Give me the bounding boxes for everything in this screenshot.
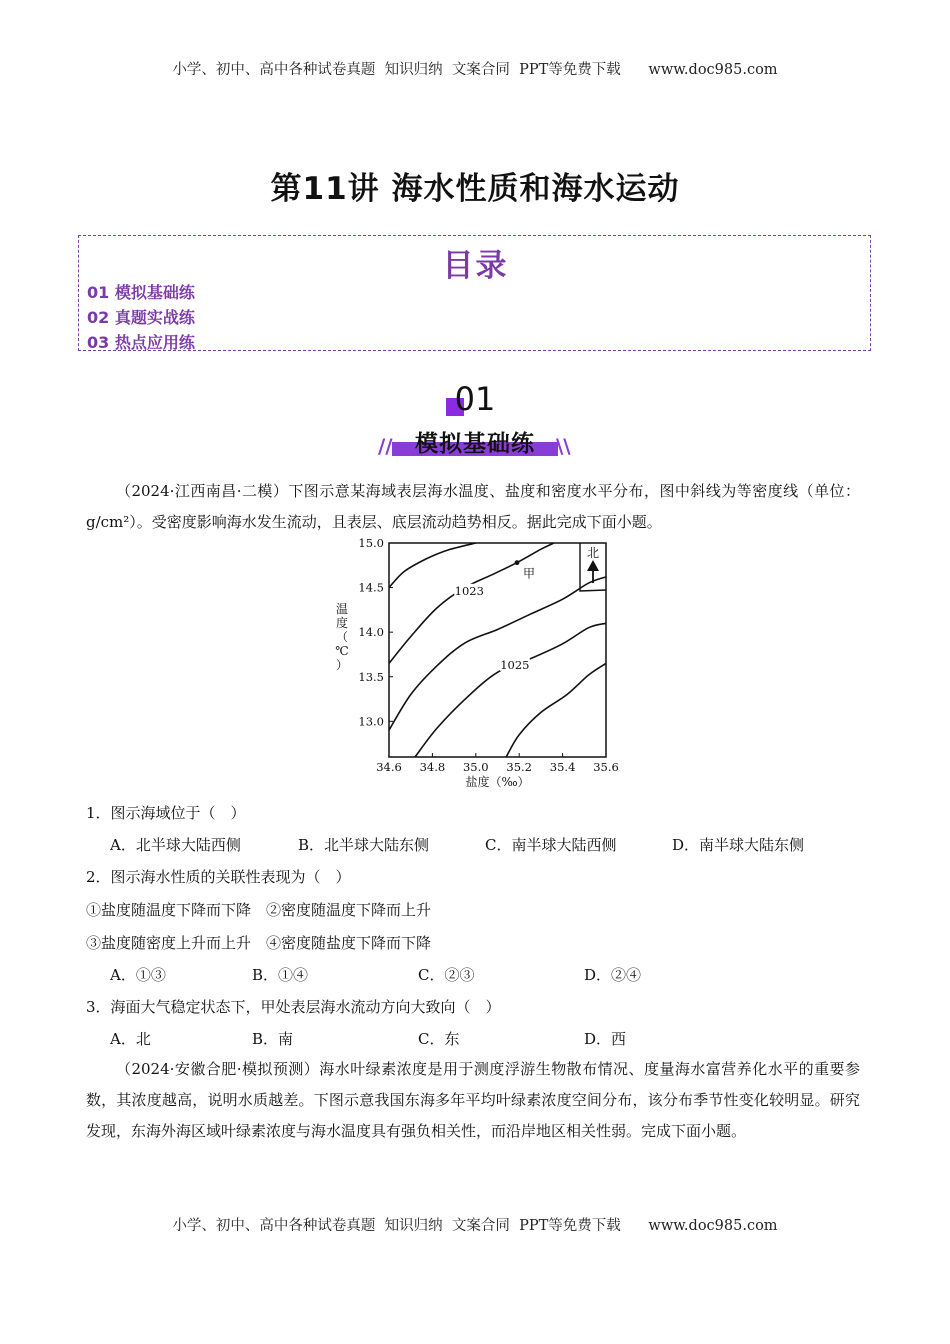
y-axis-label: ℃ xyxy=(335,644,349,658)
contour-label: 1025 xyxy=(500,657,530,672)
q3-option-b[interactable]: B．南 xyxy=(252,1030,294,1048)
x-tick-label: 35.6 xyxy=(593,760,619,774)
y-tick-label: 15.0 xyxy=(358,536,384,550)
isopycnal-1023-line xyxy=(389,543,554,663)
passage-2: （2024·安徽合肥·模拟预测）海水叶绿素浓度是用于测度浮游生物散布情况、度量海水富营养化水平的重要参数，其浓度越高，说明水质越差。下图示意我国东海多年平均叶绿素浓度空间分布，该分布季节性变化较明显。研究发现，东海外海区域叶绿素浓度与海水温度具有强负相关性，而沿岸地区相关性弱。完成下面小题。 xyxy=(86,1060,860,1140)
q2-statement-1: ①盐度随温度下降而下降 ②密度随温度下降而上升 xyxy=(86,901,432,919)
q1-option-a[interactable]: A．北半球大陆西侧 xyxy=(110,836,241,854)
x-axis-label: 盐度（‰） xyxy=(465,775,530,789)
point-jia-marker xyxy=(515,560,520,565)
plot-frame xyxy=(389,543,606,757)
page-header: 小学、初中、高中各种试卷真题 知识归纳 文案合同 PPT等免费下载 www.doc985.com xyxy=(172,62,778,78)
q1-option-b[interactable]: B．北半球大陆东侧 xyxy=(298,836,430,854)
isopycnal-3-line xyxy=(506,663,606,757)
y-tick-label: 14.0 xyxy=(358,625,384,640)
point-jia-label: 甲 xyxy=(523,566,536,581)
y-axis-label: 温 xyxy=(335,602,349,616)
x-tick-label: 35.0 xyxy=(462,760,489,774)
north-arrow-icon xyxy=(587,560,599,571)
y-axis-label: 度 xyxy=(335,616,349,630)
section-title: 模拟基础练 xyxy=(415,431,535,457)
page-footer: 小学、初中、高中各种试卷真题 知识归纳 文案合同 PPT等免费下载 www.doc985.com xyxy=(172,1218,778,1234)
isopycnal-2-line xyxy=(389,577,606,730)
toc-item-2[interactable]: 02 真题实战练 xyxy=(87,308,195,327)
passage-1: （2024·江西南昌·二模）下图示意某海域表层海水温度、盐度和密度水平分布，图中斜线为等密度线（单位：g/cm²）。受密度影响海水发生流动，且表层、底层流动趋势相反。据此完成下面小题。 xyxy=(86,482,860,531)
question-2-stem: 2．图示海水性质的关联性表现为（ ） xyxy=(86,868,351,886)
x-tick-label: 34.8 xyxy=(419,760,446,774)
section-number: 01 xyxy=(454,380,496,418)
q1-option-d[interactable]: D．南半球大陆东侧 xyxy=(672,836,805,854)
question-3-stem: 3．海面大气稳定状态下，甲处表层海水流动方向大致向（ ） xyxy=(86,998,501,1016)
y-axis-label: （ xyxy=(335,630,349,644)
contour-label: 1023 xyxy=(454,583,484,598)
section-slash-right: \\ xyxy=(556,434,571,458)
y-tick-label: 13.5 xyxy=(358,669,384,684)
q2-option-d[interactable]: D．②④ xyxy=(584,966,642,984)
q1-option-c[interactable]: C．南半球大陆西侧 xyxy=(485,836,617,854)
isopycnal-1-line xyxy=(389,543,476,588)
section-slash-left: // xyxy=(378,434,393,458)
q2-statement-2: ③盐度随密度上升而上升 ④密度随盐度下降而下降 xyxy=(86,934,432,952)
x-tick-label: 35.2 xyxy=(506,760,533,774)
q2-option-b[interactable]: B．①④ xyxy=(252,966,309,984)
lesson-title: 第11讲 海水性质和海水运动 xyxy=(270,171,680,207)
x-tick-label: 34.6 xyxy=(376,760,402,774)
y-tick-label: 14.5 xyxy=(358,580,384,595)
q3-option-a[interactable]: A．北 xyxy=(110,1030,151,1048)
x-tick-label: 35.4 xyxy=(549,760,576,774)
density-chart xyxy=(318,530,638,792)
toc-box xyxy=(78,235,871,351)
toc-heading: 目录 xyxy=(442,248,509,284)
toc-item-3[interactable]: 03 热点应用练 xyxy=(87,333,195,352)
q3-option-c[interactable]: C．东 xyxy=(418,1030,460,1048)
y-axis-label: ） xyxy=(335,658,349,672)
toc-item-1[interactable]: 01 模拟基础练 xyxy=(87,283,195,302)
question-1-stem: 1．图示海域位于（ ） xyxy=(86,804,246,822)
isopycnal-1025-line xyxy=(415,623,606,757)
north-label: 北 xyxy=(586,546,600,560)
y-tick-label: 13.0 xyxy=(358,714,384,729)
q2-option-c[interactable]: C．②③ xyxy=(418,966,475,984)
q3-option-d[interactable]: D．西 xyxy=(584,1030,627,1048)
q2-option-a[interactable]: A．①③ xyxy=(110,966,166,984)
